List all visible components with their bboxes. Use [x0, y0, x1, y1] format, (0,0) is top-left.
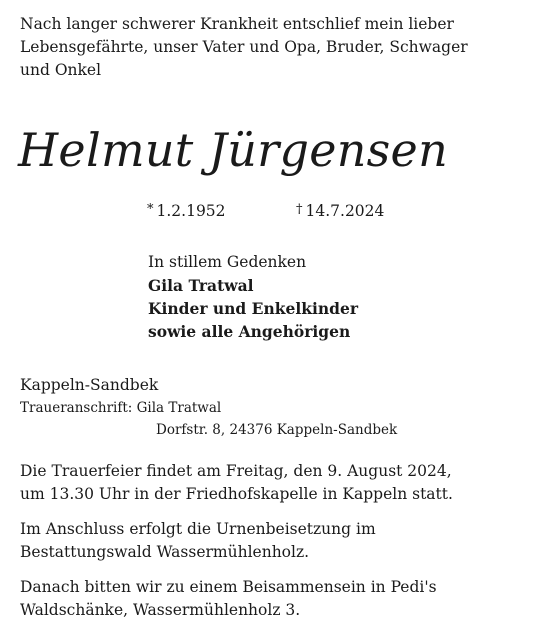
birth-date-value: 1.2.1952 — [156, 202, 226, 220]
death-cross-icon: † — [296, 202, 303, 217]
paragraph-line: Bestattungswald Wassermühlenholz. — [20, 543, 310, 561]
death-date — [296, 199, 384, 225]
mourners-block — [148, 251, 358, 343]
address-label: Traueranschrift: Gila Tratwal — [20, 400, 222, 416]
intro-line: Lebensgefährte, unser Vater und Opa, Bruder, Schwager — [20, 38, 468, 56]
intro-text — [20, 13, 540, 82]
paragraph-line: Die Trauerfeier findet am Freitag, den 9. August 2024, — [20, 462, 452, 480]
paragraph-line: um 13.30 Uhr in der Friedhofskapelle in Kappeln statt. — [20, 485, 453, 503]
birth-date — [147, 199, 226, 225]
burial-paragraph — [20, 518, 540, 564]
place-name: Kappeln-Sandbek — [20, 376, 159, 394]
paragraph-line: Danach bitten wir zu einem Beisammensein in Pedi's — [20, 578, 437, 596]
address-street: Dorfstr. 8, 24376 Kappeln-Sandbek — [156, 422, 398, 438]
paragraph-line: Waldschänke, Wassermühlenholz 3. — [20, 601, 301, 619]
birth-star-icon: * — [147, 202, 154, 217]
mourner-name: Kinder und Enkelkinder — [148, 299, 358, 318]
intro-line: und Onkel — [20, 61, 102, 79]
deceased-name: Helmut Jürgensen — [18, 123, 449, 177]
intro-line: Nach langer schwerer Krankheit entschlief mein lieber — [20, 15, 454, 33]
funeral-paragraph — [20, 460, 540, 506]
paragraph-line: Im Anschluss erfolgt die Urnenbeisetzung im — [20, 520, 376, 538]
mourner-name: sowie alle Angehörigen — [148, 322, 351, 341]
death-date-value: 14.7.2024 — [305, 202, 385, 220]
remembrance-intro: In stillem Gedenken — [148, 253, 307, 271]
gathering-paragraph — [20, 576, 540, 622]
mourner-name: Gila Tratwal — [148, 276, 254, 295]
